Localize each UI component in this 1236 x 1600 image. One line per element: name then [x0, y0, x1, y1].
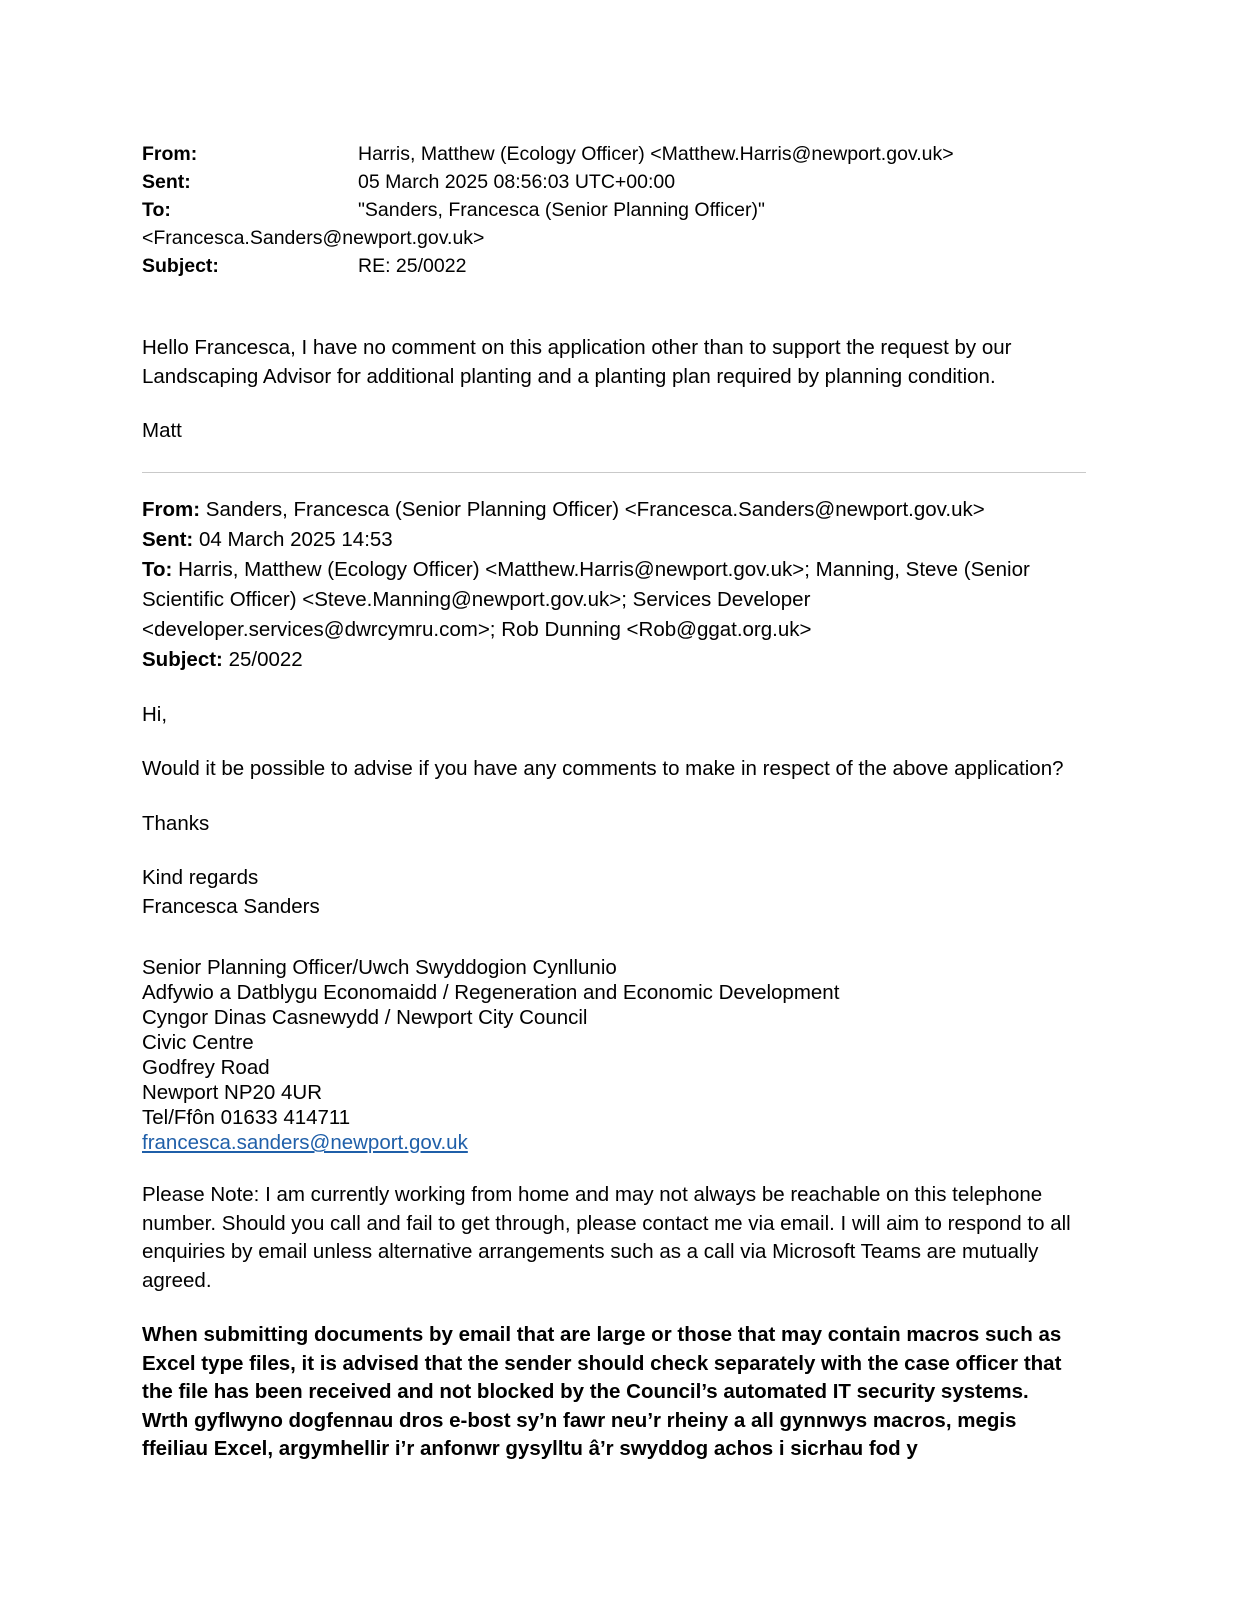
quoted-sender-name: Francesca Sanders: [142, 894, 320, 918]
signature-block: [142, 955, 1086, 1155]
quoted-sent-value: 04 March 2025 14:53: [198, 527, 393, 551]
quoted-subject-label: Subject:: [142, 647, 223, 671]
message-body: [142, 334, 1086, 446]
spacer: [142, 1155, 1086, 1181]
quoted-message-body: [142, 701, 1086, 1464]
quoted-thanks: Thanks: [142, 811, 210, 835]
spacer: [142, 280, 1086, 334]
subject-value: RE: 25/0022: [358, 255, 467, 277]
signature-line: Tel/Ffôn 01633 414711: [142, 1106, 351, 1129]
sent-value: 05 March 2025 08:56:03 UTC+00:00: [358, 171, 676, 193]
please-note-paragraph: Please Note: I am currently working from home and may not always be reachable on this telephone number. Should you call and fail to get through, please contact me via email. I will aim to respond to all enquiries by email unless alternative arrangements such as a call via Microsoft Teams are mutually agreed.: [142, 1183, 1071, 1292]
quoted-greeting: Hi,: [142, 702, 168, 726]
quoted-from-label: From:: [142, 497, 201, 521]
quoted-to-value: Harris, Matthew (Ecology Officer) <Matthew.Harris@newport.gov.uk>; Manning, Steve (Senior Scientific Officer) <Steve.Manning@newport.gov.uk>; Services Developer <developer.services@dwrcymru.com>; Rob Dunning <Rob@ggat.org.uk>: [142, 557, 1030, 641]
sent-label: Sent:: [142, 171, 191, 193]
signature-email-line: [142, 1130, 1086, 1155]
signature-email-link[interactable]: francesca.sanders@newport.gov.uk: [142, 1131, 468, 1154]
quoted-sent-label: Sent:: [142, 527, 194, 551]
spacer: [142, 784, 1086, 810]
quoted-to-label: To:: [142, 557, 173, 581]
notice-welsh: Wrth gyflwyno dogfennau dros e-bost sy’n fawr neu’r rheiny a all gynnwys macros, megis ffeiliau Excel, argymhellir i’r anfonwr gysylltu â’r swyddog achos i sicrhau fod y: [142, 1408, 1017, 1460]
to-label: To:: [142, 199, 171, 221]
signature-line: Civic Centre: [142, 1031, 254, 1054]
signature-line: Adfywio a Datblygu Economaidd / Regeneration and Economic Development: [142, 981, 840, 1004]
header-row-sent: [142, 168, 1086, 196]
subject-label: Subject:: [142, 255, 219, 277]
quoted-kind-regards: Kind regards: [142, 866, 259, 889]
quoted-body-paragraph: Would it be possible to advise if you have any comments to make in respect of the above application?: [142, 757, 1064, 780]
spacer: [142, 921, 1086, 955]
spacer: [142, 391, 1086, 417]
header-row-to: [142, 196, 1086, 252]
quoted-row-sent: [142, 525, 1086, 555]
message-signoff: Matt: [142, 419, 182, 442]
header-row-subject: [142, 252, 1086, 280]
quoted-row-subject: [142, 645, 1086, 675]
spacer: [142, 675, 1086, 701]
quoted-subject-value: 25/0022: [228, 647, 303, 671]
signature-line: Newport NP20 4UR: [142, 1081, 323, 1104]
signature-line: Cyngor Dinas Casnewydd / Newport City Council: [142, 1006, 588, 1029]
to-value-continuation: <Francesca.Sanders@newport.gov.uk>: [142, 227, 485, 249]
signature-line: Senior Planning Officer/Uwch Swyddogion Cynllunio: [142, 956, 617, 979]
message-paragraph: Hello Francesca, I have no comment on this application other than to support the request by our Landscaping Advisor for additional planting and a planting plan required by planning condition.: [142, 336, 1012, 388]
spacer: [142, 838, 1086, 864]
quoted-message-divider: [142, 472, 1086, 473]
signature-line: Godfrey Road: [142, 1056, 270, 1079]
to-value: "Sanders, Francesca (Senior Planning Officer)": [358, 199, 765, 221]
quoted-from-value: Sanders, Francesca (Senior Planning Officer) <Francesca.Sanders@newport.gov.uk>: [205, 497, 985, 521]
quoted-row-to: [142, 555, 1086, 645]
header-row-from: [142, 140, 1086, 168]
quoted-email-header: [142, 495, 1086, 675]
notice-english: When submitting documents by email that are large or those that may contain macros such as Excel type files, it is advised that the sender should check separately with the case officer that the file has been received and not blocked by the Council’s automated IT security systems.: [142, 1323, 1062, 1403]
quoted-row-from: [142, 495, 1086, 525]
from-value: Harris, Matthew (Ecology Officer) <Matthew.Harris@newport.gov.uk>: [358, 143, 954, 165]
spacer: [142, 1295, 1086, 1321]
email-header: [142, 140, 1086, 280]
from-label: From:: [142, 143, 198, 165]
spacer: [142, 729, 1086, 755]
